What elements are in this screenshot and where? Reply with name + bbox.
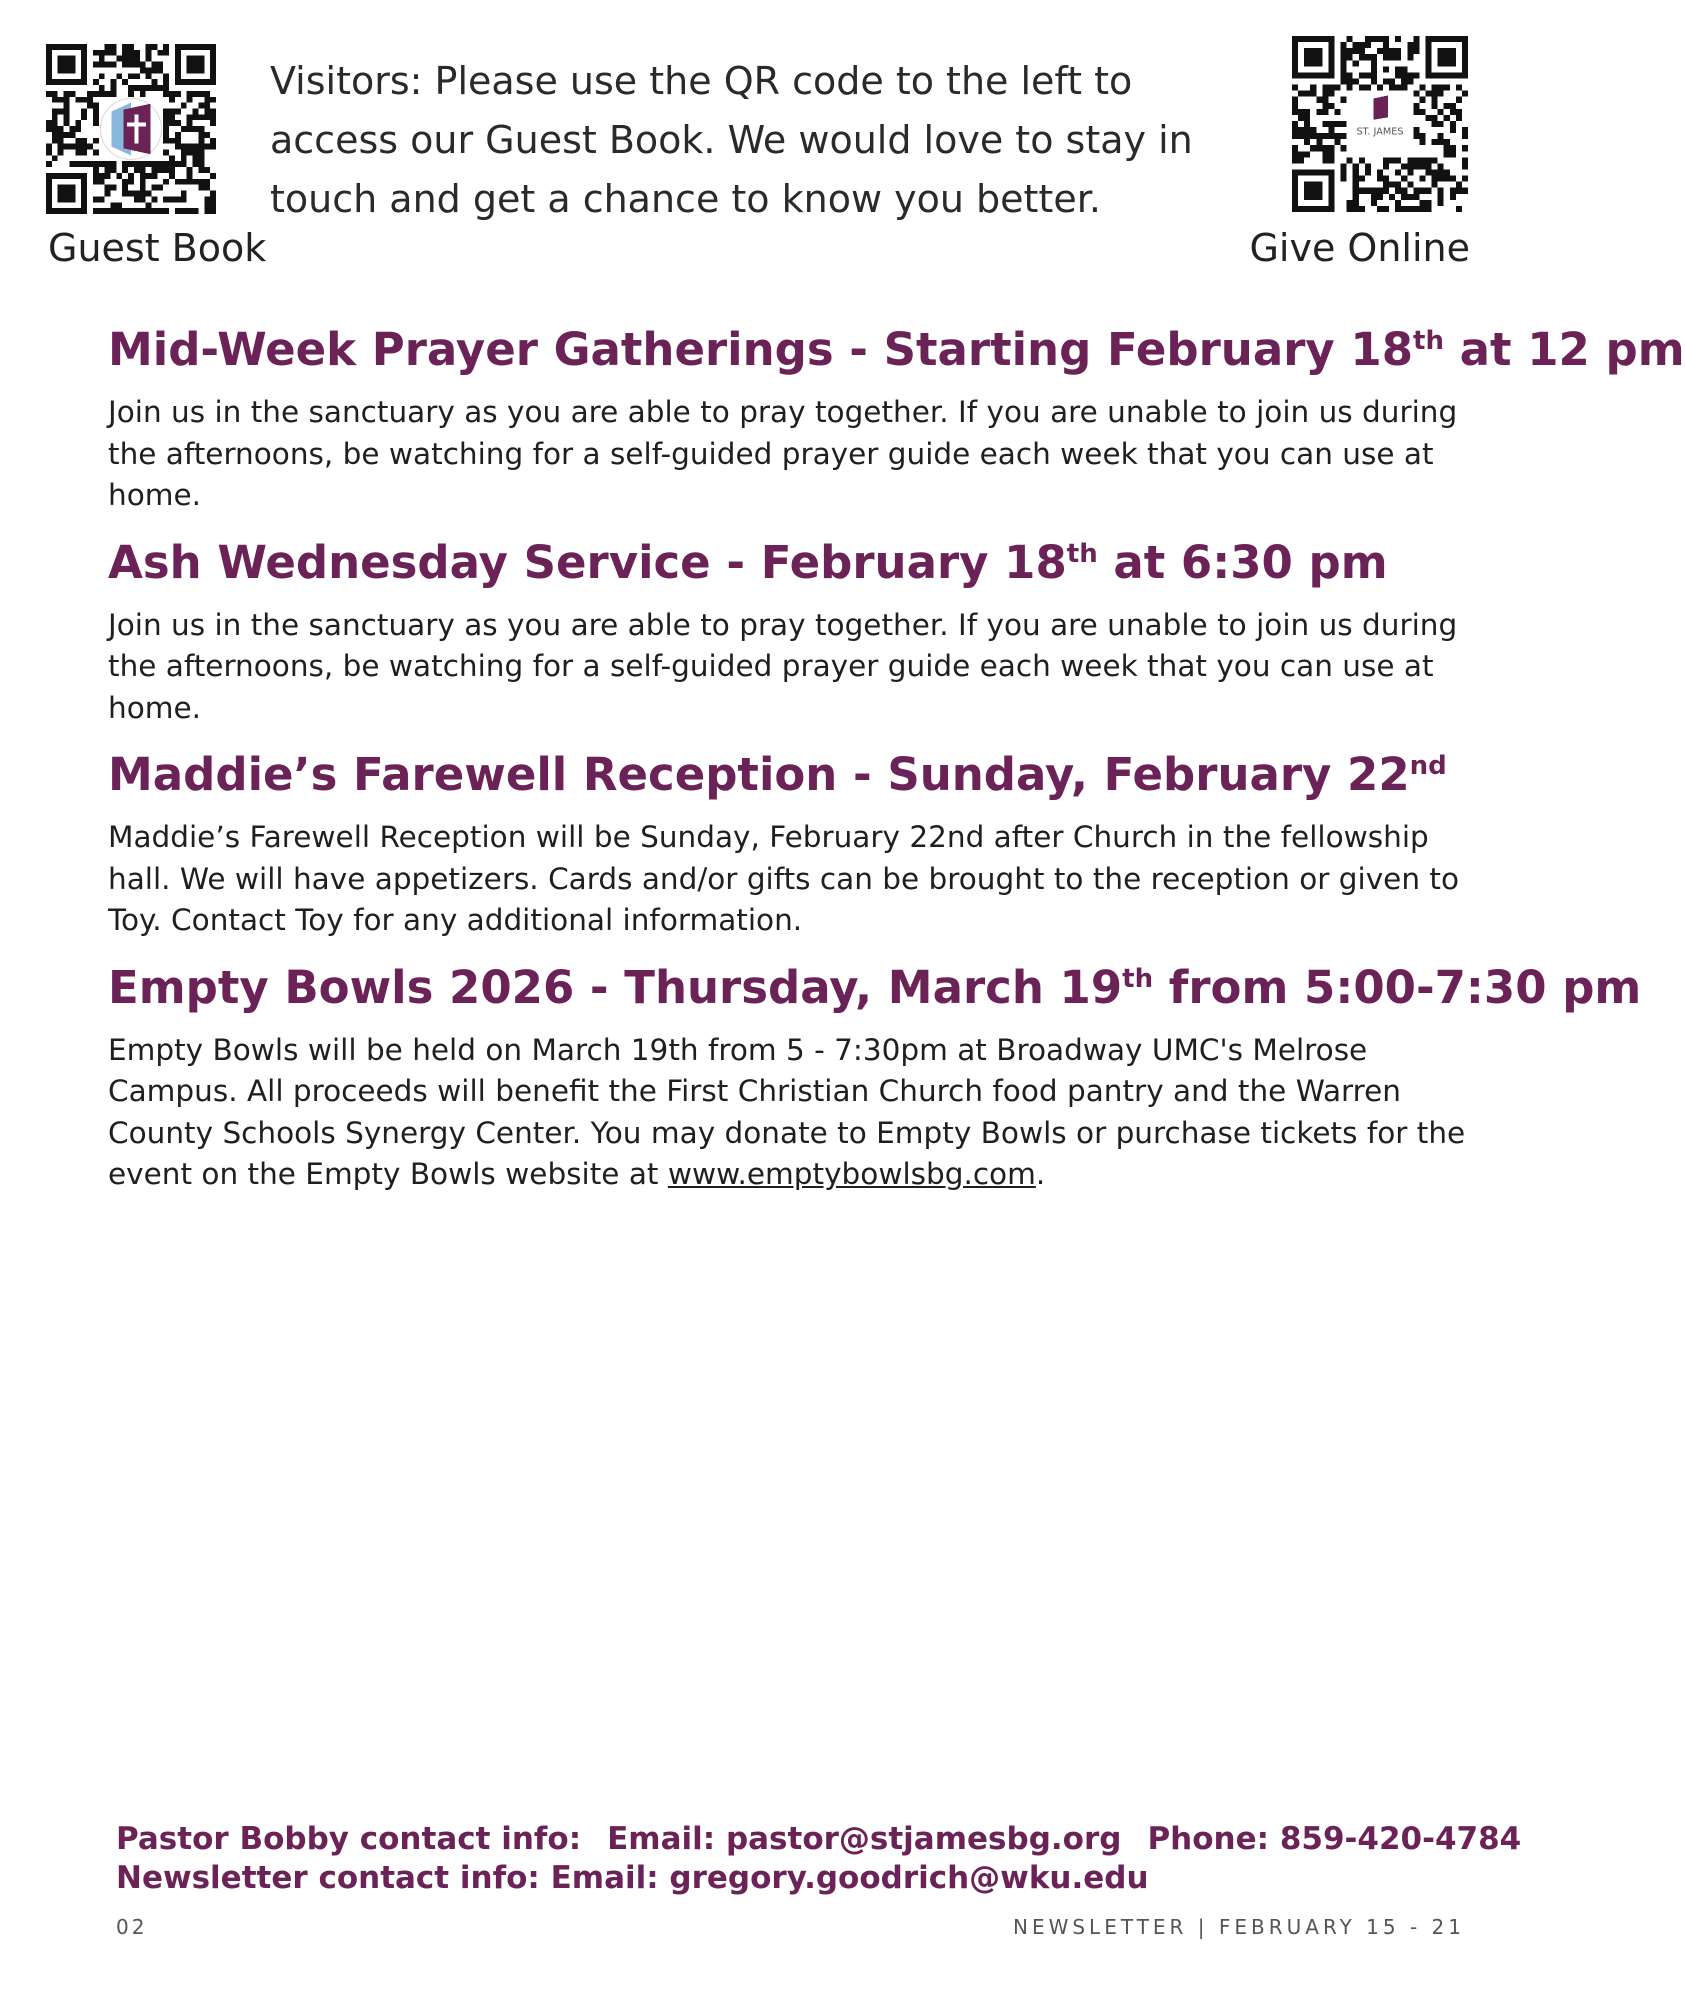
pastor-email[interactable]: Email: pastor@stjamesbg.org <box>607 1821 1122 1857</box>
farewell-reception-section <box>108 743 1478 942</box>
guest-book-label: Guest Book <box>48 226 267 270</box>
contact-info <box>116 1820 1521 1898</box>
give-online-qr-icon[interactable] <box>1292 36 1468 212</box>
ash-wednesday-section <box>108 531 1478 730</box>
newsletter-contact-line: Newsletter contact info: Email: gregory.goodrich@wku.edu <box>116 1860 1149 1896</box>
prayer-gatherings-section <box>108 318 1685 517</box>
give-online-label: Give Online <box>1249 226 1470 270</box>
section-body: Empty Bowls will be held on March 19th from 5 - 7:30pm at Broadway UMC's Melrose Campus. All proceeds will benefit the First Christian Church food pantry and the Warren County Schools Synergy Center. You may donate to Empty Bowls or purchase tickets for the event on the Empty Bowls website at www.emptybowlsbg.com. <box>108 1032 1466 1191</box>
section-body: Join us in the sanctuary as you are able to pray together. If you are unable to join us during the afternoons, be watching for a self-guided prayer guide each week that you can use at home. <box>108 395 1458 512</box>
section-title: Mid-Week Prayer Gatherings - Starting February 18th at 12 pm <box>108 323 1685 376</box>
empty-bowls-section <box>108 956 1642 1196</box>
section-title: Ash Wednesday Service - February 18th at 6:30 pm <box>108 535 1388 589</box>
newsletter-content <box>108 318 1685 1210</box>
guest-book-qr-icon[interactable] <box>46 44 216 214</box>
section-title: Maddie’s Farewell Reception - Sunday, February 22nd <box>108 748 1447 801</box>
visitor-message: Visitors: Please use the QR code to the left to access our Guest Book. We would love to stay in touch and get a chance to know you better. <box>270 59 1193 221</box>
footer-title: NEWSLETTER | FEBRUARY 15 - 21 <box>1012 1915 1465 1939</box>
section-title: Empty Bowls 2026 - Thursday, March 19th from 5:00-7:30 pm <box>108 960 1642 1014</box>
empty-bowls-link[interactable]: www.emptybowlsbg.com <box>667 1157 1036 1191</box>
page-number: 02 <box>116 1915 148 1939</box>
svg-text:ST. JAMES: ST. JAMES <box>1356 126 1404 138</box>
section-body: Join us in the sanctuary as you are able to pray together. If you are unable to join us during the afternoons, be watching for a self-guided prayer guide each week that you can use at home. <box>108 607 1458 725</box>
pastor-contact-line: Pastor Bobby contact info: Email: pastor@stjamesbg.org Phone: 859-420-4784 <box>116 1821 1522 1857</box>
section-body: Maddie’s Farewell Reception will be Sunday, February 22nd after Church in the fellowship hall. We will have appetizers. Cards and/or gifts can be brought to the reception or given to Toy. Contact Toy for any additional information. <box>108 820 1460 937</box>
pastor-phone[interactable]: Phone: 859-420-4784 <box>1147 1821 1522 1857</box>
